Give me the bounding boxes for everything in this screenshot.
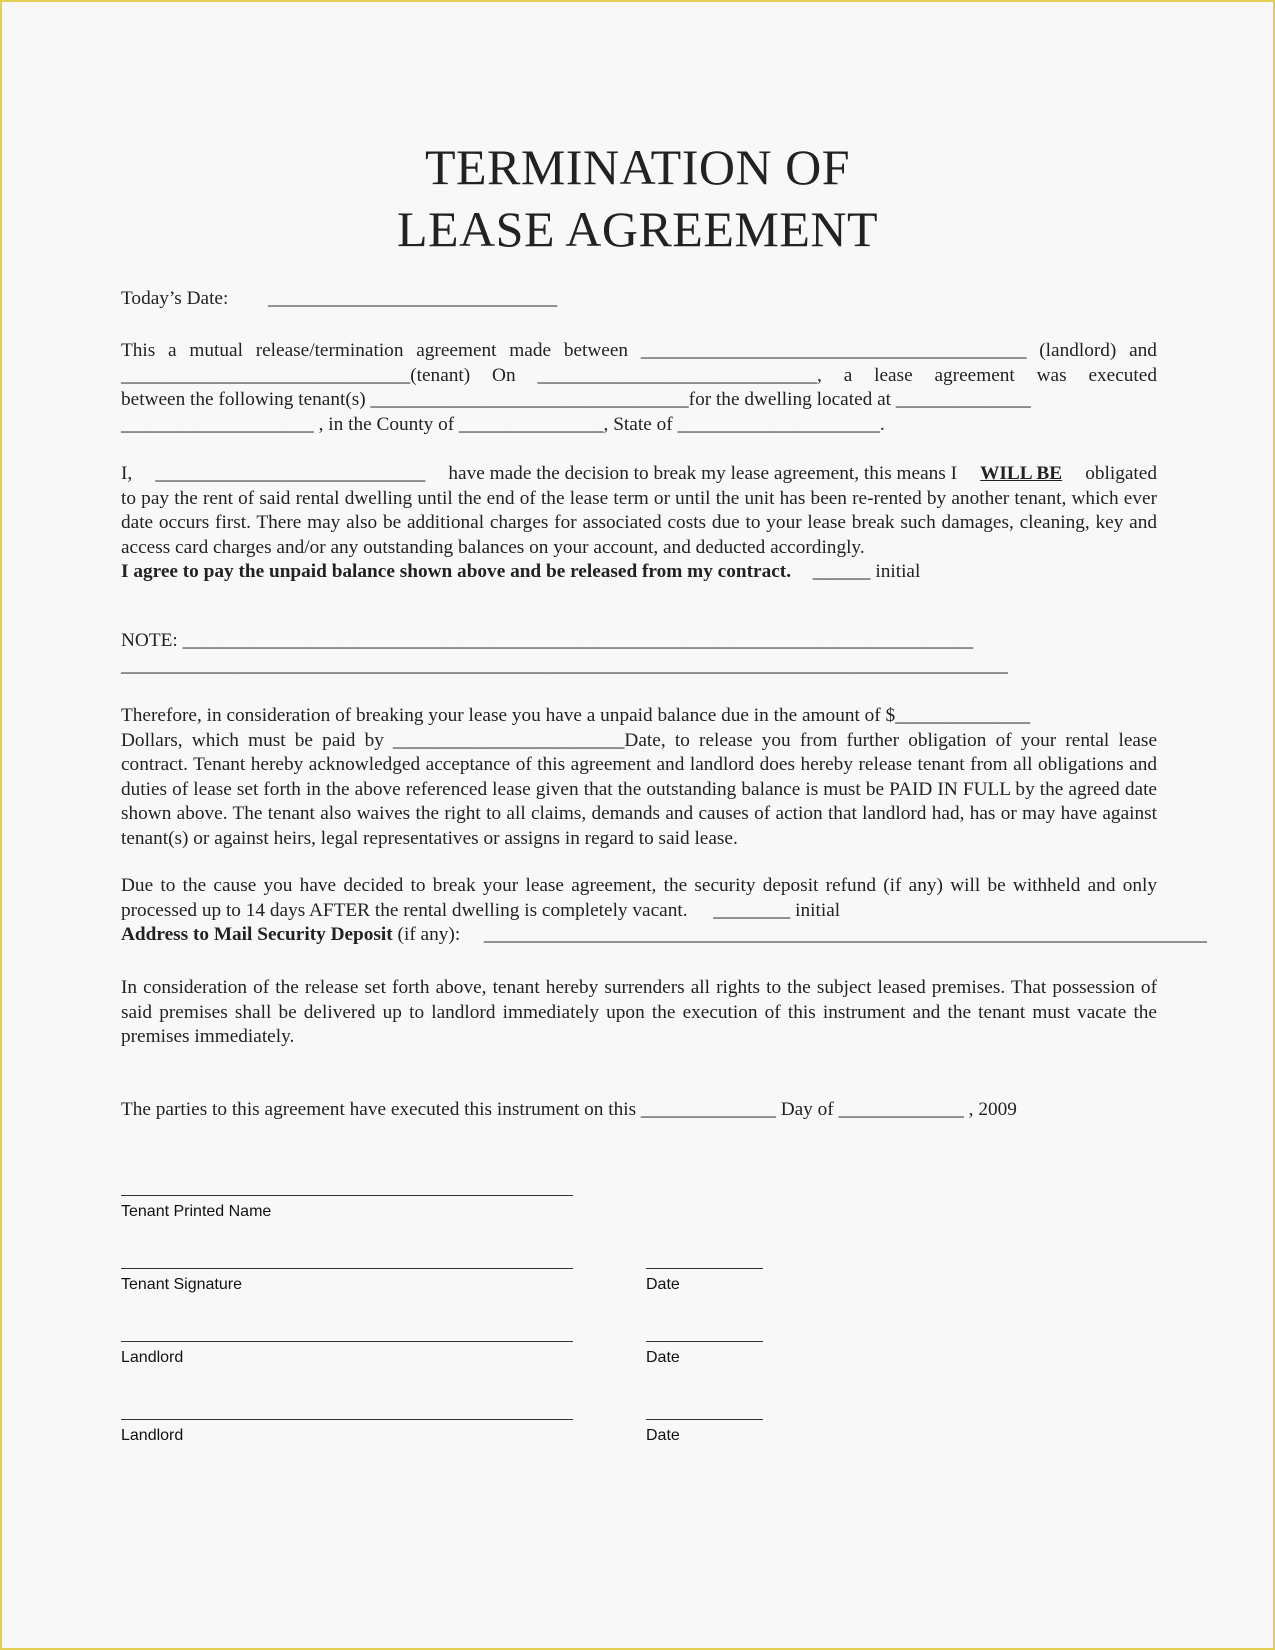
word: made <box>509 340 552 361</box>
word: mutual <box>189 340 243 361</box>
mutual-row-3: between the following tenant(s) _________________________________for the dwelling located at ______________ <box>121 389 1031 410</box>
word: a <box>843 364 853 386</box>
word: This <box>121 340 156 361</box>
todays-date-row <box>121 287 1157 312</box>
document-title <box>2 136 1273 260</box>
decision-body: to pay the rent of said rental dwelling until the end of the lease term or until the unit has been re-rented by another tenant, which ever date occurs first. There may also be additional charges for associated costs due to your lease break such damages, cleaning, key and access card charges and/or any outstanding balances on your account, and deducted accordingly. <box>121 487 1157 558</box>
deposit-address-row <box>121 923 1207 948</box>
note-line-2: ____________________________________________________________________________________________ <box>121 654 1008 676</box>
tenant-blank: ______________________________(tenant) <box>121 364 471 386</box>
date-label-1: Date <box>646 1276 680 1293</box>
todays-date-blank: ______________________________ <box>268 288 558 309</box>
agree-statement: I agree to pay the unpaid balance shown above and be released from my contract. <box>121 561 792 582</box>
date-label-2: Date <box>646 1349 680 1366</box>
note-row-1 <box>121 629 1157 654</box>
therefore-paragraph <box>121 704 1157 851</box>
landlord-label-1: Landlord <box>121 1349 184 1366</box>
todays-date-label: Today’s Date: <box>121 288 229 309</box>
title-line-1: TERMINATION OF <box>424 139 851 195</box>
deposit-initial: ________ initial <box>713 899 841 921</box>
tenant-signature-line <box>121 1268 573 1269</box>
mutual-release-paragraph <box>121 339 1157 437</box>
deposit-text: Due to the cause you have decided to break your lease agreement, the security deposit refund (if any) will be withheld and only processed up to 14 days AFTER the rental dwelling is completely vacant. <box>121 875 1157 921</box>
word: I, <box>121 463 133 484</box>
word: release/termination <box>255 340 404 361</box>
date-label-3: Date <box>646 1427 680 1444</box>
deposit-paragraph <box>121 874 1207 948</box>
therefore-body: Dollars, which must be paid by ________________________Date, to release you from further obligation of your rental lease contract. Tenant hereby acknowledged acceptance of this agreement and landlord does hereby release tenant from all obligations and duties of lease set forth in the above referenced lease given that the outstanding balance is must be PAID IN FULL by the agreed date shown above. The tenant also waives the right to all claims, demands and causes of action that landlord had, has or may have against tenant(s) or against heirs, legal representatives or assigns in regard to said lease. <box>121 729 1157 849</box>
landlord-label-2: Landlord <box>121 1427 184 1444</box>
date-blank: _____________________________, <box>537 364 822 386</box>
word: agreement <box>416 340 497 361</box>
word: obligated <box>1085 463 1157 484</box>
word: lease <box>874 364 913 386</box>
deposit-address-label: Address to Mail Security Deposit <box>121 924 393 945</box>
deposit-address-blank: ___________________________________________________________________________ <box>483 924 1207 945</box>
therefore-first-line: Therefore, in consideration of breaking your lease you have a unpaid balance due in the amount of $______________ <box>121 705 1031 726</box>
landlord-blank: ________________________________________ <box>640 340 1027 361</box>
decision-text: have made the decision to break my lease agreement, this means I <box>448 463 958 484</box>
surrender-paragraph: In consideration of the release set forth above, tenant hereby surrenders all rights to the subject leased premises. That possession of said premises shall be delivered up to landlord immediately upon the execution of this instrument and the tenant must vacate the premises immediately. <box>121 977 1157 1047</box>
name-blank: ____________________________ <box>155 463 426 484</box>
tenant-printed-name-line <box>121 1195 573 1196</box>
agree-row <box>121 560 1157 585</box>
will-be-emphasis: WILL BE <box>980 463 1063 484</box>
mutual-row-4: ____________________ , in the County of _______________, State of _____________________. <box>121 413 885 435</box>
date-line-1 <box>646 1268 763 1269</box>
decision-row-1 <box>121 462 1157 487</box>
word: between <box>563 340 629 361</box>
landlord-line-2 <box>121 1419 573 1420</box>
mutual-row-1 <box>121 339 1157 364</box>
tenant-printed-name-label: Tenant Printed Name <box>121 1203 272 1220</box>
word: agreement <box>934 364 1015 386</box>
word: and <box>1129 340 1157 361</box>
word: a <box>168 340 177 361</box>
agree-initial: ______ initial <box>812 561 921 582</box>
landlord-line-1 <box>121 1341 573 1342</box>
tenant-signature-label: Tenant Signature <box>121 1276 242 1293</box>
word: (landlord) <box>1039 340 1117 361</box>
mutual-row-2 <box>121 364 1157 389</box>
word: On <box>492 364 516 386</box>
decision-paragraph <box>121 462 1157 585</box>
deposit-address-if-any: (if any): <box>392 924 461 945</box>
executed-line: The parties to this agreement have executed this instrument on this ______________ Day of _____________ , 2009 <box>121 1099 1017 1120</box>
word: executed <box>1088 364 1157 386</box>
note-section <box>121 629 1157 678</box>
date-line-2 <box>646 1341 763 1342</box>
note-label: NOTE: <box>121 630 178 651</box>
title-line-2: LEASE AGREEMENT <box>396 201 879 257</box>
date-line-3 <box>646 1419 763 1420</box>
note-line-1: __________________________________________________________________________________ <box>182 630 974 651</box>
word: was <box>1036 364 1067 386</box>
